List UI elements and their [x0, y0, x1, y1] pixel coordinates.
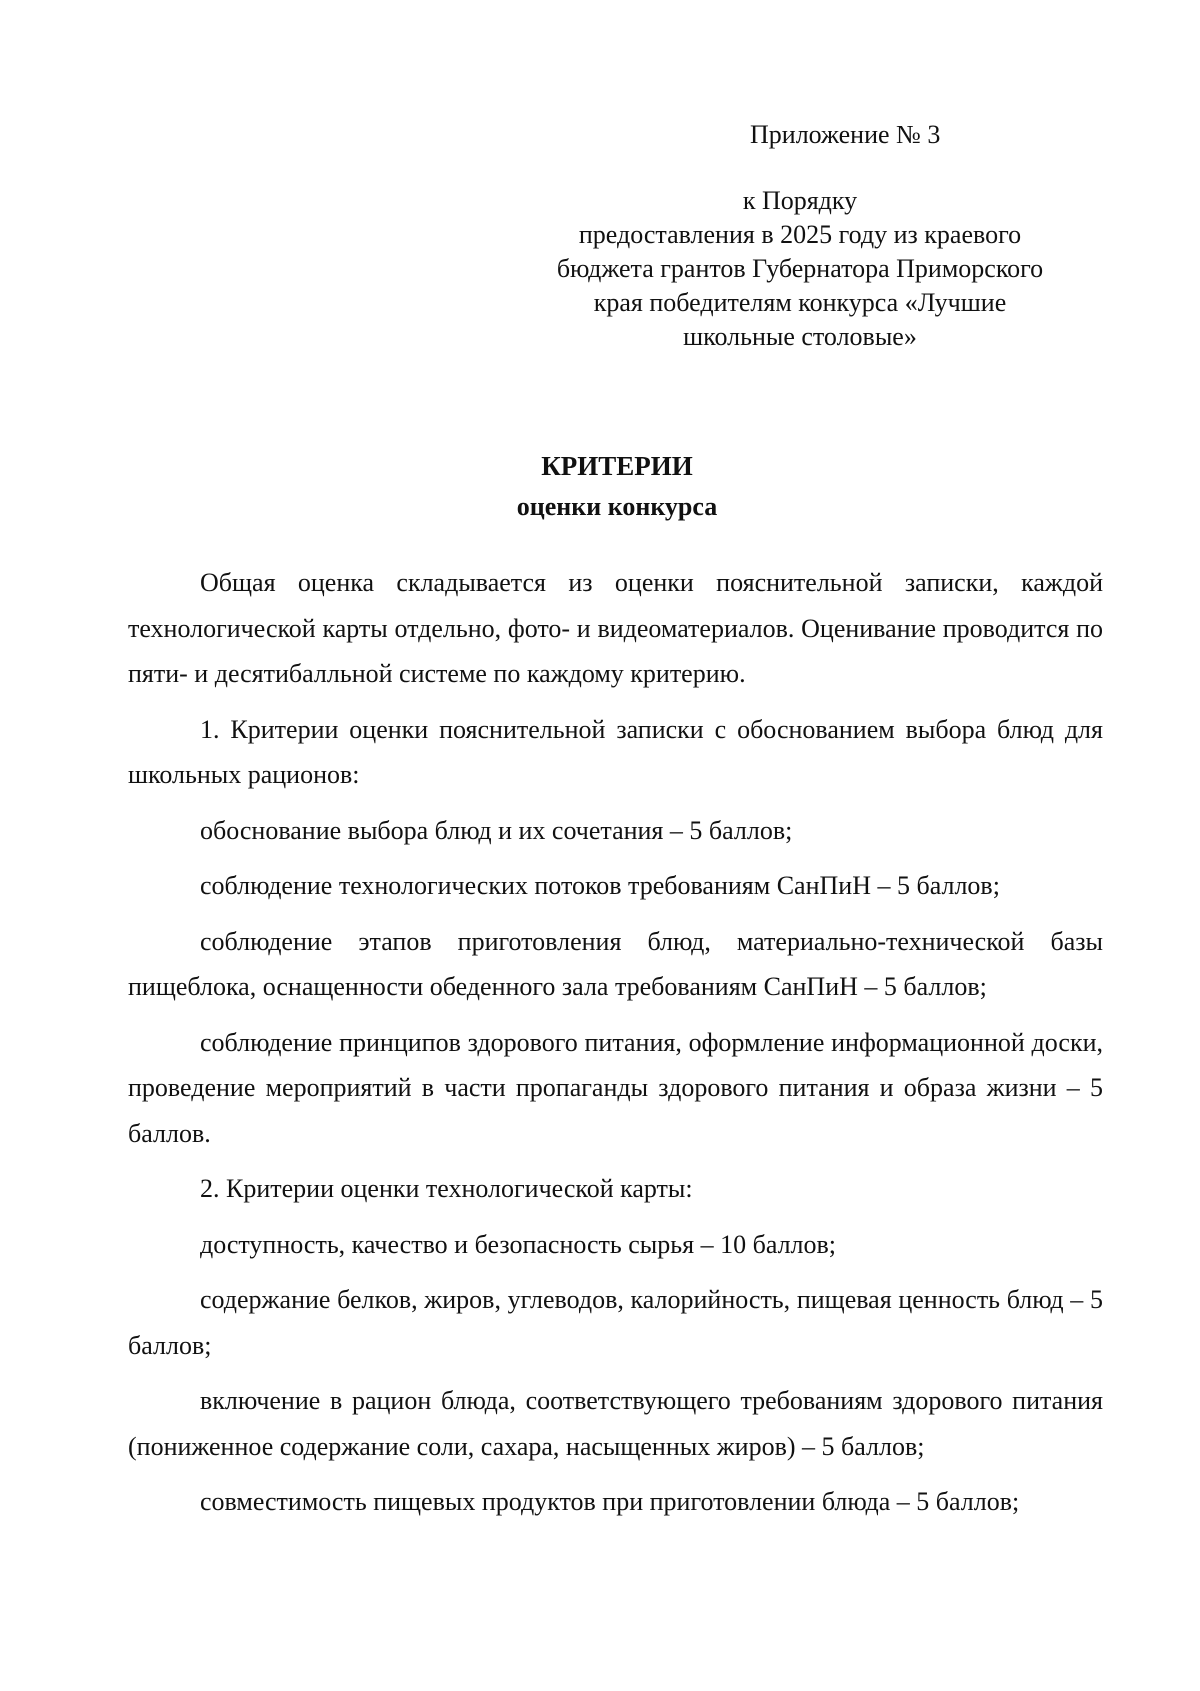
document-subtitle: оценки конкурса [516, 492, 718, 521]
criterion-item: содержание белков, жиров, углеводов, калорийность, пищевая ценность блюд – 5 баллов; [128, 1285, 1103, 1360]
criterion-item: соблюдение технологических потоков требованиям СанПиН – 5 баллов; [200, 871, 1000, 900]
criterion-item: обоснование выбора блюд и их сочетания – 5 баллов; [200, 815, 793, 845]
annex-label: Приложение № 3 [750, 120, 941, 149]
annex-reference-line: предоставления в 2025 году из краевого [578, 220, 1022, 249]
annex-reference-line: бюджета грантов Губернатора Приморского [556, 254, 1044, 283]
criterion-item: совместимость пищевых продуктов при приготовлении блюда – 5 баллов; [200, 1487, 1020, 1516]
annex-reference-line: школьные столовые» [683, 322, 917, 351]
annex-reference-line: края победителям конкурса «Лучшие [593, 288, 1007, 317]
criterion-item: соблюдение принципов здорового питания, оформление информационной доски, проведение мероприятий в части пропаганды здорового питания и образа жизни – 5 баллов. [128, 1027, 1103, 1148]
criterion-item: соблюдение этапов приготовления блюд, материально-технической базы пищеблока, оснащенности обеденного зала требованиям СанПиН – 5 баллов; [128, 926, 1103, 1001]
section-heading: 1. Критерии оценки пояснительной записки с обоснованием выбора блюд для школьных рационов: [128, 714, 1103, 789]
section-heading: 2. Критерии оценки технологической карты: [200, 1174, 693, 1203]
criterion-item: включение в рацион блюда, соответствующего требованиям здорового питания (пониженное содержание соли, сахара, насыщенных жиров) – 5 баллов; [128, 1386, 1103, 1461]
document-title: КРИТЕРИИ [541, 451, 693, 481]
intro-paragraph: Общая оценка складывается из оценки пояснительной записки, каждой технологической карты отдельно, фото- и видеоматериалов. Оценивание проводится по пяти- и десятибалльной системе по каждому критерию. [128, 568, 1103, 688]
annex-reference-block [530, 184, 1070, 354]
annex-reference-line: к Порядку [742, 186, 858, 215]
document-body [128, 560, 1103, 1525]
criterion-item: доступность, качество и безопасность сырья – 10 баллов; [200, 1229, 837, 1259]
